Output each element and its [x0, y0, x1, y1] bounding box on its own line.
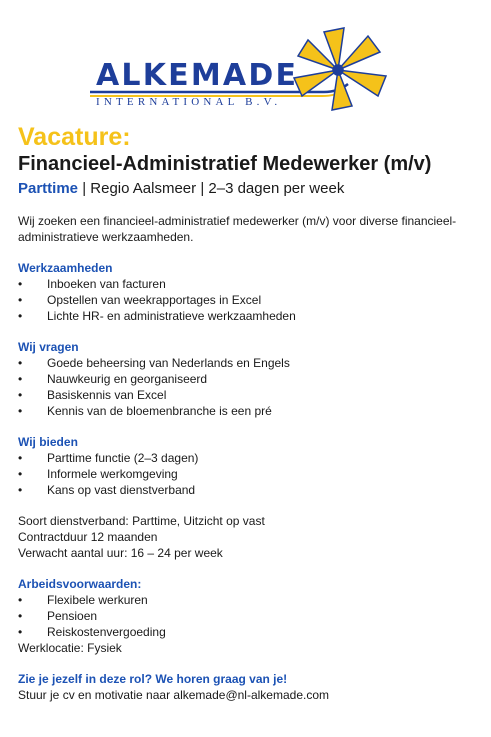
- section-heading-wij-bieden: Wij bieden: [18, 435, 78, 449]
- list-item: • Pensioen: [18, 608, 478, 624]
- arbeidsvoorwaarden-list: [18, 592, 478, 640]
- wij-vragen-list: [18, 355, 478, 419]
- list-item: • Lichte HR- en administratieve werkzaamheden: [18, 308, 478, 324]
- job-details: | Regio Aalsmeer | 2–3 dagen per week: [78, 180, 345, 197]
- list-item: • Flexibele werkuren: [18, 592, 478, 608]
- list-item: • Kennis van de bloemenbranche is een pré: [18, 403, 478, 419]
- section-heading-arbeidsvoorwaarden: Arbeidsvoorwaarden:: [18, 577, 142, 591]
- section-heading-wij-vragen: Wij vragen: [18, 340, 79, 354]
- uren-text: Verwacht aantal uur: 16 – 24 per week: [18, 546, 223, 560]
- dienstverband-text: Soort dienstverband: Parttime, Uitzicht op vast: [18, 514, 265, 528]
- job-subline: [18, 178, 478, 199]
- job-title: Financieel-Administratief Medewerker (m/v): [18, 153, 432, 175]
- list-item: • Reiskostenvergoeding: [18, 624, 478, 640]
- contact-text: Stuur je cv en motivatie naar alkemade@nl-alkemade.com: [18, 688, 329, 702]
- job-type: Parttime: [18, 180, 79, 197]
- werklocatie-text: Werklocatie: Fysiek: [18, 641, 122, 655]
- contractduur-text: Contractduur 12 maanden: [18, 530, 158, 544]
- vacancy-content: [18, 122, 478, 703]
- vacancy-label: Vacature:: [18, 123, 131, 151]
- cta-heading: Zie je jezelf in deze rol? We horen graag van je!: [18, 672, 288, 686]
- list-item: • Goede beheersing van Nederlands en Engels: [18, 355, 478, 371]
- list-item: • Parttime functie (2–3 dagen): [18, 450, 478, 466]
- werkzaamheden-list: [18, 276, 478, 324]
- logo-wordmark: ALKEMADE: [96, 58, 299, 93]
- list-item: • Opstellen van weekrapportages in Excel: [18, 292, 478, 308]
- section-heading-werkzaamheden: Werkzaamheden: [18, 261, 113, 275]
- list-item: • Inboeken van facturen: [18, 276, 478, 292]
- list-item: • Informele werkomgeving: [18, 466, 478, 482]
- logo-subtitle: INTERNATIONAL B.V.: [96, 96, 282, 108]
- list-item: • Basiskennis van Excel: [18, 387, 478, 403]
- list-item: • Kans op vast dienstverband: [18, 482, 478, 498]
- intro-text: Wij zoeken een financieel-administratief medewerker (m/v) voor diverse financieel-administratieve werkzaamheden.: [18, 214, 457, 244]
- company-logo: [86, 14, 396, 114]
- list-item: • Nauwkeurig en georganiseerd: [18, 371, 478, 387]
- wij-bieden-list: [18, 450, 478, 498]
